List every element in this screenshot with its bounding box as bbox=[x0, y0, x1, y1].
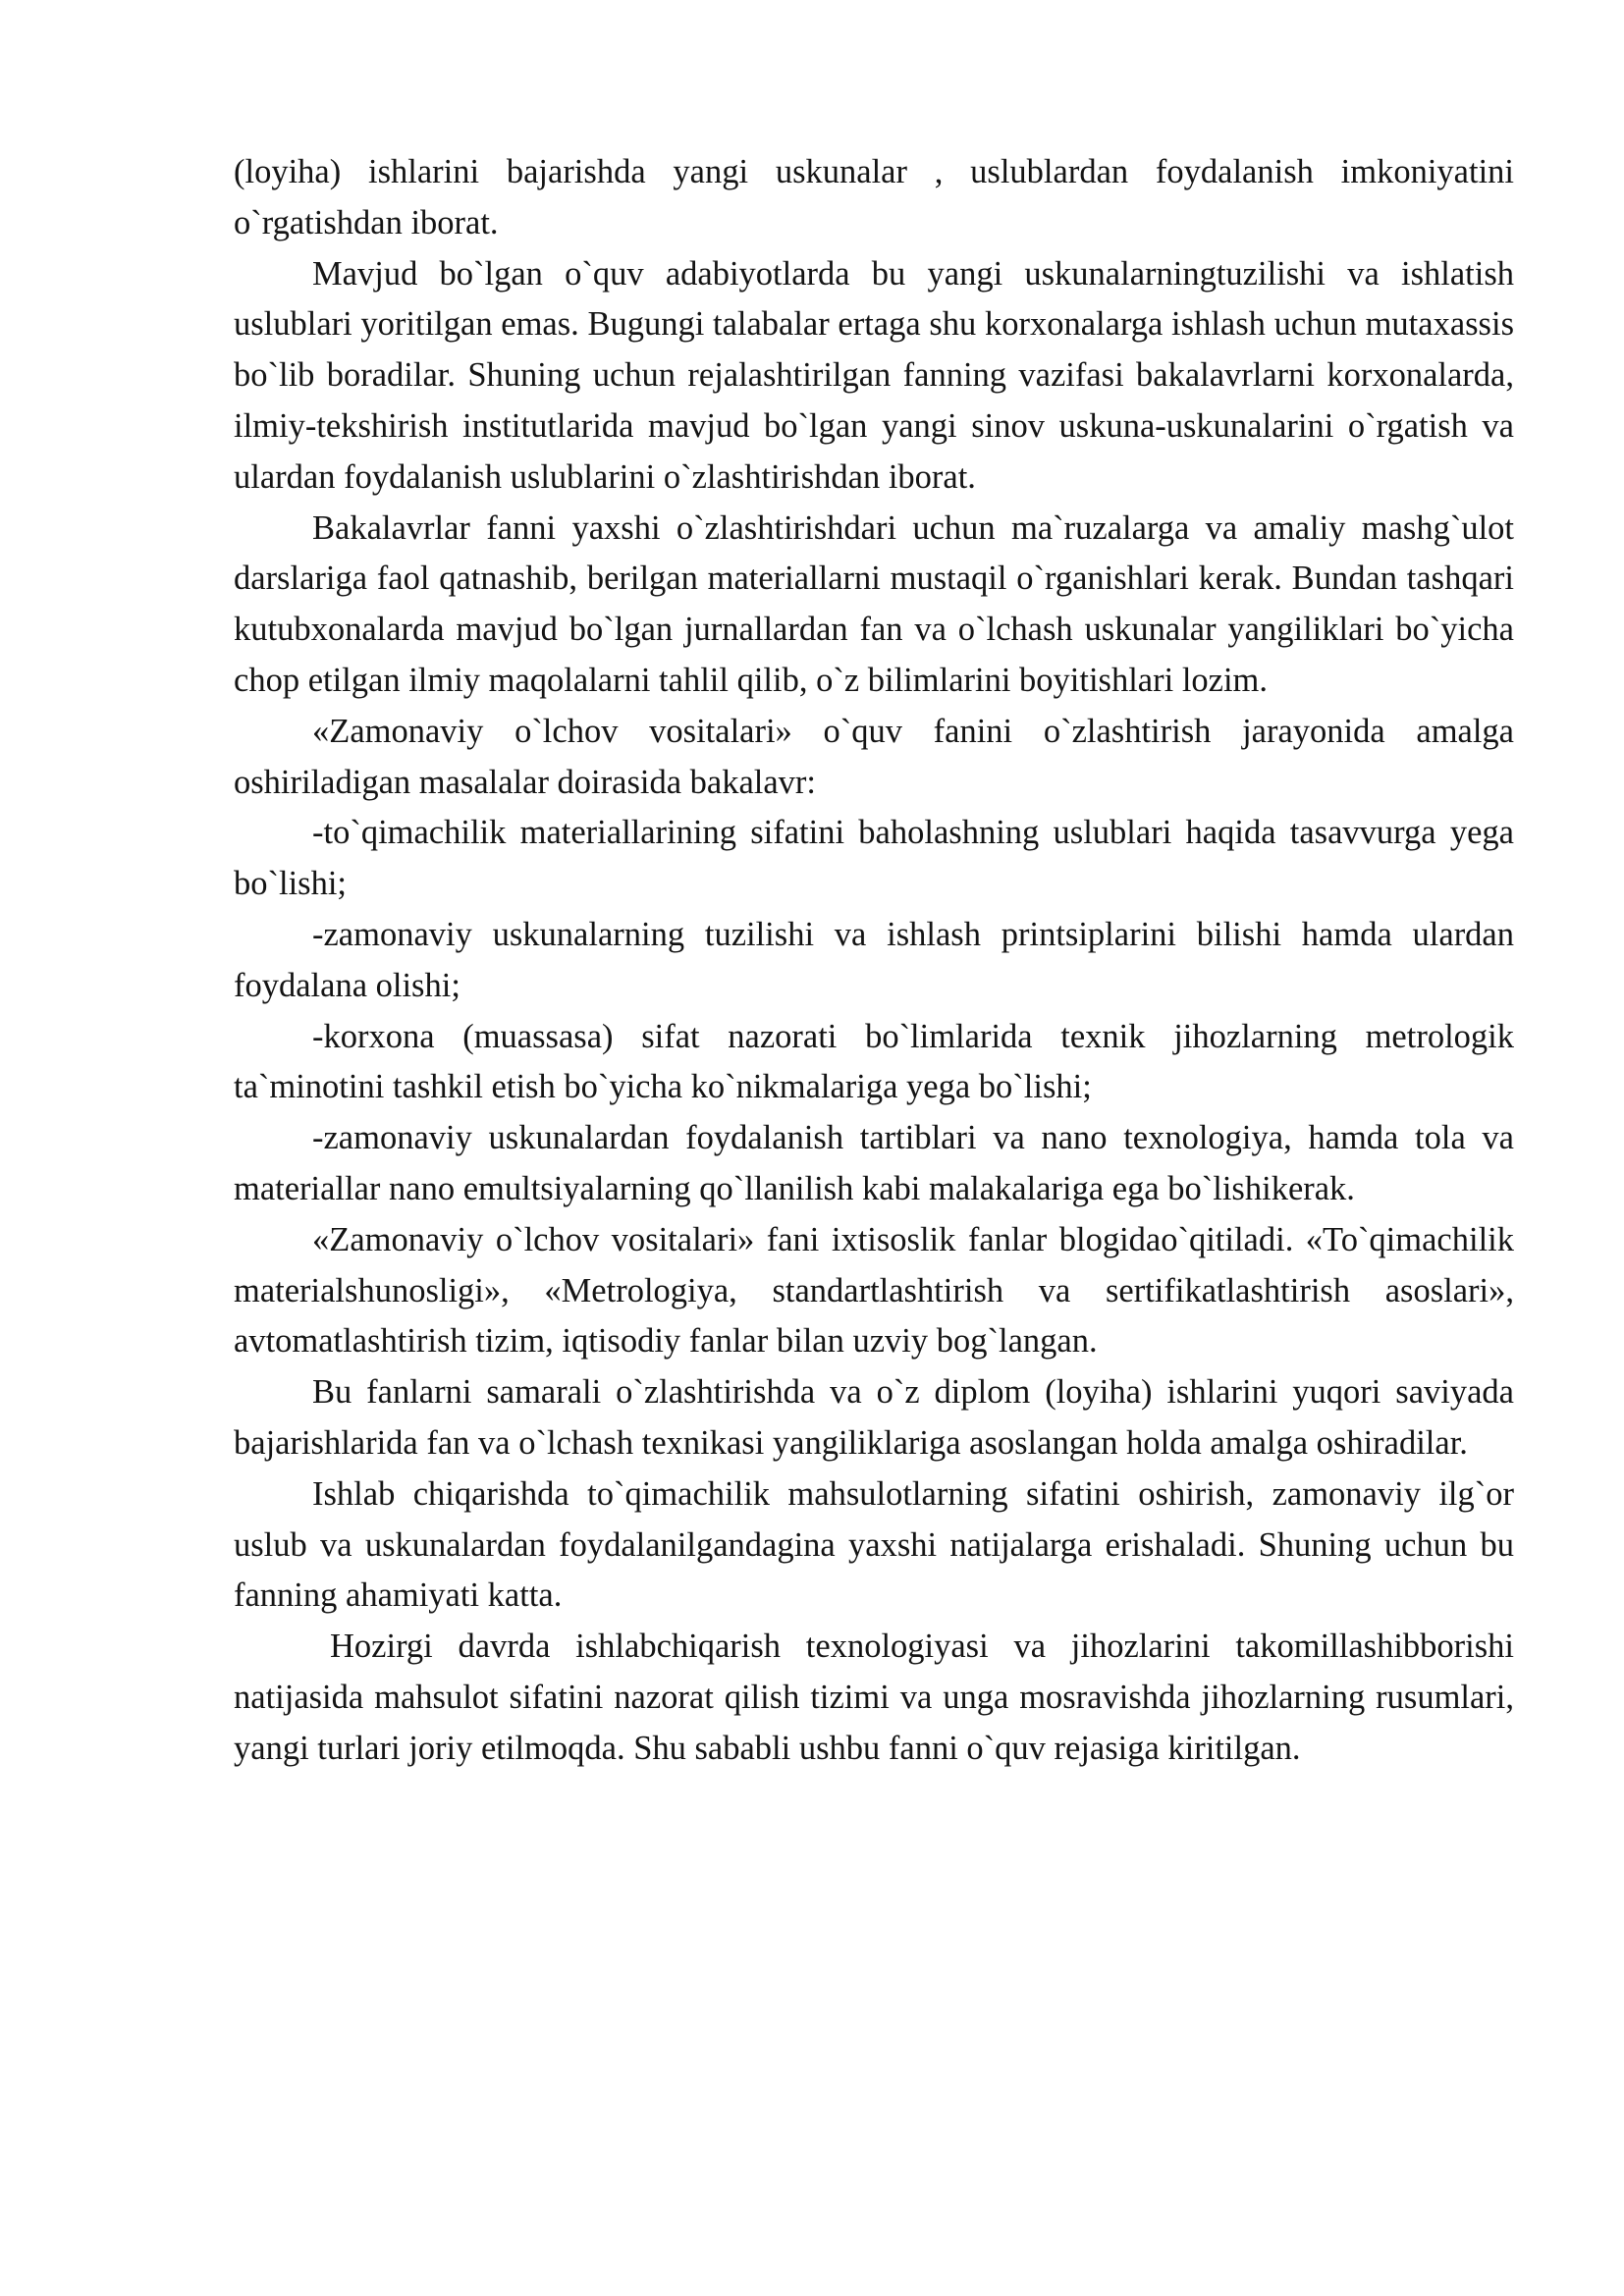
paragraph-existing-literature: Mavjud bo`lgan o`quv adabiyotlarda bu yangi uskunalarningtuzilishi va ishlatish uslublari yoritilgan emas. Bugungi talabalar ertaga shu korxonalarga ishlash uchun mutaxassis bo`lib boradilar. Shuning uchun rejalashtirilgan fanning vazifasi bakalavrlarni korxonalarda, ilmiy-tekshirish institutlarida mavjud bo`lgan yangi sinov uskuna-uskunalarini o`rgatish va ulardan foydalanish uslublarini o`zlashtirishdan iborat. bbox=[234, 254, 1514, 496]
list-item-modern-equipment: -zamonaviy uskunalarning tuzilishi va ishlash printsiplarini bilishi hamda ulardan foydalana olishi; bbox=[234, 915, 1514, 1004]
paragraph-related-subjects: «Zamonaviy o`lchov vositalari» fani ixtisoslik fanlar blogidao`qitiladi. «To`qimachilik materialshunosligi», «Metrologiya, standartlashtirish va sertifikatlashtirish asoslari», avtomatlashtirish tizim, iqtisodiy fanlar bilan uzviy bog`langan. bbox=[234, 1220, 1514, 1361]
paragraph-production-quality: Ishlab chiqarishda to`qimachilik mahsulotlarning sifatini oshirish, zamonaviy ilg`or uslub va uskunalardan foydalanilgandagina yaxshi natijalarga erishaladi. Shuning uchun bu fanning ahamiyati katta. bbox=[234, 1474, 1514, 1615]
paragraph-bachelors-study: Bakalavrlar fanni yaxshi o`zlashtirishdari uchun ma`ruzalarga va amaliy mashg`ulot darslariga faol qatnashib, berilgan materiallarni mustaqil o`rganishlari kerak. Bundan tashqari kutubxonalarda mavjud bo`lgan jurnallardan fan va o`lchash uskunalar yangiliklari bo`yicha chop etilgan ilmiy maqolalarni tahlil qilib, o`z bilimlarini boyitishlari lozim. bbox=[234, 508, 1514, 699]
paragraph-course-tasks-intro: «Zamonaviy o`lchov vositalari» o`quv fanini o`zlashtirish jarayonida amalga oshiriladigan masalalar doirasida bakalavr: bbox=[234, 712, 1514, 801]
list-item-nano-technology: -zamonaviy uskunalardan foydalanish tartiblari va nano texnologiya, hamda tola va materiallar nano emultsiyalarning qo`llanilish kabi malakalariga ega bo`lishikerak. bbox=[234, 1119, 1514, 1207]
paragraph-diploma-work: Bu fanlarni samarali o`zlashtirishda va o`z diplom (loyiha) ishlarini yuqori saviyada bajarishlarida fan va o`lchash texnikasi yangiliklariga asoslangan holda amalga oshiradilar. bbox=[234, 1373, 1514, 1462]
document-page bbox=[234, 147, 1514, 1775]
paragraph-current-period: Hozirgi davrda ishlabchiqarish texnologiyasi va jihozlarini takomillashibborishi natijasida mahsulot sifatini nazorat qilish tizimi va unga mosravishda jihozlarning rusumlari, yangi turlari joriy etilmoqda. Shu sababli ushbu fanni o`quv rejasiga kiritilgan. bbox=[234, 1628, 1514, 1767]
list-item-textile-materials: -to`qimachilik materiallarining sifatini baholashning uslublari haqida tasavvurga yega bo`lishi; bbox=[234, 814, 1514, 903]
list-item-quality-control: -korxona (muassasa) sifat nazorati bo`limlarida texnik jihozlarning metrologik ta`minotini tashkil etish bo`yicha ko`nikmalariga yega bo`lishi; bbox=[234, 1017, 1514, 1106]
paragraph-continuation: (loyiha) ishlarini bajarishda yangi uskunalar , uslublardan foydalanish imkoniyatini o`rgatishdan iborat. bbox=[234, 153, 1514, 241]
